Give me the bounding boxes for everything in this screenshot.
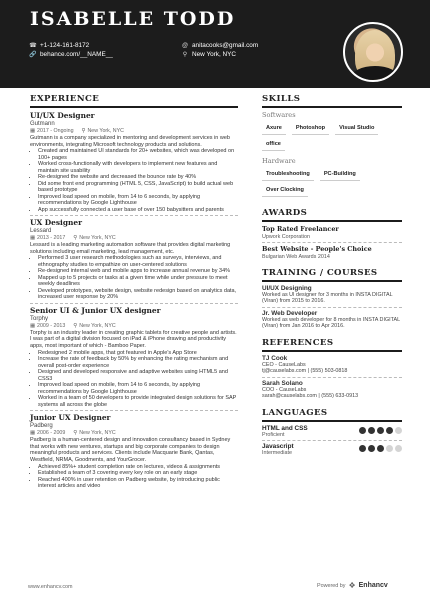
award-title: Best Website - People's Choice [262, 245, 372, 253]
hardware-subheading: Hardware [262, 157, 296, 165]
job-entry [30, 413, 238, 489]
location-row [182, 51, 236, 58]
company-name: Padberg [30, 423, 53, 430]
profile-photo [343, 22, 403, 82]
bullet-item: • Re-designed internal web and mobile apps to increase annual revenue by 34% [38, 268, 238, 275]
proficiency-dots [359, 445, 402, 452]
job-location: ⚲ New York, NYC [73, 430, 116, 437]
company-name: Torphy [30, 315, 49, 322]
divider [30, 410, 238, 411]
job-entry [30, 218, 238, 301]
location-pin-icon: ⚲ [73, 322, 78, 329]
reference-contact: tj@causelabs.com | (555) 503-0818 [262, 368, 348, 375]
award-issuer: Upwork Corporation [262, 234, 310, 240]
divider [262, 242, 402, 243]
candidate-name: ISABELLE TODD [30, 8, 236, 30]
reference-item [262, 355, 402, 375]
bullet-item: • Worked in a team of 50 developers to provide integrated design solutions for SAP systems all across the globe [38, 395, 238, 408]
divider [30, 303, 238, 304]
email-row [182, 42, 258, 49]
award-title: Top Rated Freelancer [262, 225, 339, 233]
date-range: ▦ 2017 - Ongoing [30, 128, 74, 134]
job-title: Junior UX Designer [30, 413, 111, 423]
hardware-tags [262, 168, 402, 200]
company-name: Lessard [30, 228, 52, 235]
location-pin-icon: ⚲ [81, 128, 86, 134]
bullet-item: • Improved load speed on mobile, from 14 to 6 seconds, by applying recommendations by Google Lighthouse [38, 194, 238, 207]
website-row [30, 51, 113, 58]
job-bullets [38, 255, 238, 301]
bullet-item: • App successfully connected a user base of over 150 babysitters and parents [38, 207, 238, 214]
phone-icon: ☎ [29, 43, 37, 49]
training-title: Jr. Web Developer [262, 309, 318, 317]
award-issuer: Bulgarian Web Awards 2014 [262, 254, 330, 260]
experience-heading: EXPERIENCE [30, 94, 238, 108]
language-name: Javascript [262, 443, 294, 450]
skill-tag: Photoshop [292, 122, 329, 135]
job-bullets [38, 148, 238, 213]
left-column [30, 94, 238, 490]
bullet-item: • Did some front end programming (HTML 5, CSS, JavaScript) to build actual web based prototype [38, 181, 238, 194]
company-description: Padberg is a human-centered design and innovation consultancy based in Sydney that works with new ventures, startups and big corporate companies to design meaningful products and services. Clients include Macquarie Bank, Qantas, Westfield, NRMA, Goodments, and YourGrocer. [30, 437, 231, 463]
proficiency-dot [386, 445, 393, 452]
proficiency-dot [377, 427, 384, 434]
training-description: Worked as web developer for 8 months in INSTA DIGITAL (Viran) from Jan 2016 to Apr 2016. [262, 316, 400, 330]
email-text[interactable]: anitacooks@gmail.com [192, 42, 259, 49]
resume-header [0, 0, 430, 88]
skill-tag: PC-Building [320, 168, 360, 181]
bullet-item: • Mapped up to 5 projects or tasks at a given time while under pressure to meet weekly deadlines [38, 275, 238, 288]
software-subheading: Softwares [262, 111, 296, 119]
skill-tag: Visual Studio [335, 122, 378, 135]
bullet-item: • Re-designed the website and decreased the bounce rate by 40% [38, 174, 238, 181]
bullet-item: • Improved load speed on mobile, from 14 to 6 seconds, by applying recommendations by Google Lighthouse [38, 382, 238, 395]
divider [262, 440, 402, 441]
footer-url[interactable]: www.enhancv.com [28, 584, 73, 590]
phone-text: +1-124-161-8172 [40, 42, 90, 49]
bullet-item: • Performed 3 user research methodologies such as surveys, interviews, and ethnography studies to empathize on user-centered solutions [38, 255, 238, 268]
reference-name: TJ Cook [262, 354, 288, 362]
languages-heading: LANGUAGES [262, 408, 402, 422]
company-name: Gutmann [30, 121, 55, 127]
language-name: HTML and CSS [262, 425, 308, 432]
proficiency-dot [368, 445, 375, 452]
divider [30, 215, 238, 216]
location-pin-icon: ⚲ [182, 52, 188, 58]
job-title: Senior UI & Junior UX designer [30, 305, 161, 315]
reference-contact: sarah@causelabs.com | (555) 633-0913 [262, 393, 359, 400]
proficiency-dot [359, 445, 366, 452]
divider [262, 307, 402, 308]
at-icon: @ [181, 42, 189, 49]
job-bullets [38, 350, 238, 409]
training-item [262, 285, 402, 305]
powered-by-text: Powered by [317, 582, 346, 589]
website-text[interactable]: behance.com/__NAME__ [40, 51, 113, 58]
language-level: Intermediate [262, 450, 292, 456]
job-location: ⚲ New York, NYC [73, 235, 116, 242]
reference-role: CEO - CauseLabs [262, 361, 306, 368]
date-range: ▦ 2006 - 2009 [30, 430, 66, 437]
job-bullets [38, 464, 238, 490]
awards-heading: AWARDS [262, 208, 402, 222]
company-description: Torphy is an industry leader in creating graphic tablets for creative people and artists. I was part of a digital division focused on iPad & iPhone drawing and productivity apps, most important of which - Bamboo Paper. [30, 329, 237, 350]
proficiency-dot [359, 427, 366, 434]
phone-row [30, 42, 89, 49]
calendar-icon: ▦ [30, 128, 36, 134]
bullet-item: • Achieved 85%+ student completion rate on lectures, videos & assignments [38, 464, 238, 471]
bullet-item: • Increase the rate of feedback by 50% by enhancing the rating mechanism and overall post-order experience [38, 356, 238, 369]
divider [262, 377, 402, 378]
proficiency-dot [395, 445, 402, 452]
award-item [262, 225, 402, 240]
language-item [262, 425, 402, 438]
bullet-item: • Established a team of 3 covering every key role on an early stage [38, 470, 238, 477]
language-item [262, 443, 402, 456]
proficiency-dot [395, 427, 402, 434]
bullet-item: • Created and maintained UI standards for 20+ websites, which was developed on 100+ pages [38, 148, 238, 161]
software-tags [262, 122, 402, 154]
location-pin-icon: ⚲ [73, 235, 78, 242]
calendar-icon: ▦ [30, 235, 36, 242]
language-level: Proficient [262, 432, 285, 438]
date-range: ▦ 2009 - 2013 [30, 322, 66, 329]
enhancv-logo-icon: ❖ [348, 581, 356, 590]
proficiency-dot [386, 427, 393, 434]
company-description: Lessard is a leading marketing automation software that provides digital marketing solutions including email marketing, lead management, etc. [30, 242, 231, 255]
training-description: Worked as UI designer for 3 months in INSTA DIGITAL (Viran) from 2015 to 2016. [262, 292, 393, 305]
page-footer [0, 578, 430, 608]
link-icon: 🔗 [29, 52, 37, 58]
skill-tag: Axure [262, 122, 286, 135]
brand-name[interactable]: Enhancv [358, 582, 388, 589]
proficiency-dot [368, 427, 375, 434]
reference-name: Sarah Solano [262, 379, 303, 387]
date-range: ▦ 2013 - 2017 [30, 235, 66, 242]
company-description: Gutmann is a company specialized in mentoring and development services in web environments, integrating Microsoft technology products and solutions. [30, 135, 230, 148]
training-item [262, 310, 402, 330]
bullet-item: • Redesigned 2 mobile apps, that got featured in Apple's App Store [38, 350, 238, 357]
bullet-item: • Designed and developed responsive and adaptive websites using HTML5 and CSS3 [38, 369, 238, 382]
location-text: New York, NYC [192, 51, 237, 58]
bullet-item: • Developed prototypes, website design, website redesign based on analytics data, increased user response by 20% [38, 288, 238, 301]
footer-branding [317, 581, 388, 590]
job-title: UI/UX Designer [30, 111, 95, 120]
reference-item [262, 380, 402, 400]
skill-tag: Troubleshooting [262, 168, 314, 181]
skill-tag: Over Clocking [262, 184, 308, 197]
calendar-icon: ▦ [30, 430, 36, 437]
references-heading: REFERENCES [262, 338, 402, 352]
bullet-item: • Reached 400% in user retention on Padberg website, by introducing public interest articles and video [38, 477, 238, 490]
award-item [262, 245, 402, 260]
job-entry [30, 306, 238, 408]
proficiency-dots [359, 427, 402, 434]
proficiency-dot [377, 445, 384, 452]
job-entry [30, 111, 238, 213]
calendar-icon: ▦ [30, 322, 36, 329]
reference-role: COO - CauseLabs [262, 386, 307, 393]
job-location: ⚲ New York, NYC [81, 128, 124, 134]
skills-heading: SKILLS [262, 94, 402, 108]
job-title: UX Designer [30, 218, 82, 228]
training-title: UI/UX Designing [262, 285, 312, 292]
bullet-item: • Worked cross-functionally with developers to implement new features and maintain site usability [38, 161, 238, 174]
location-pin-icon: ⚲ [73, 430, 78, 437]
skill-tag: office [262, 138, 285, 151]
training-heading: TRAINING / COURSES [262, 268, 402, 282]
job-location: ⚲ New York, NYC [73, 322, 116, 329]
right-column [262, 94, 402, 456]
